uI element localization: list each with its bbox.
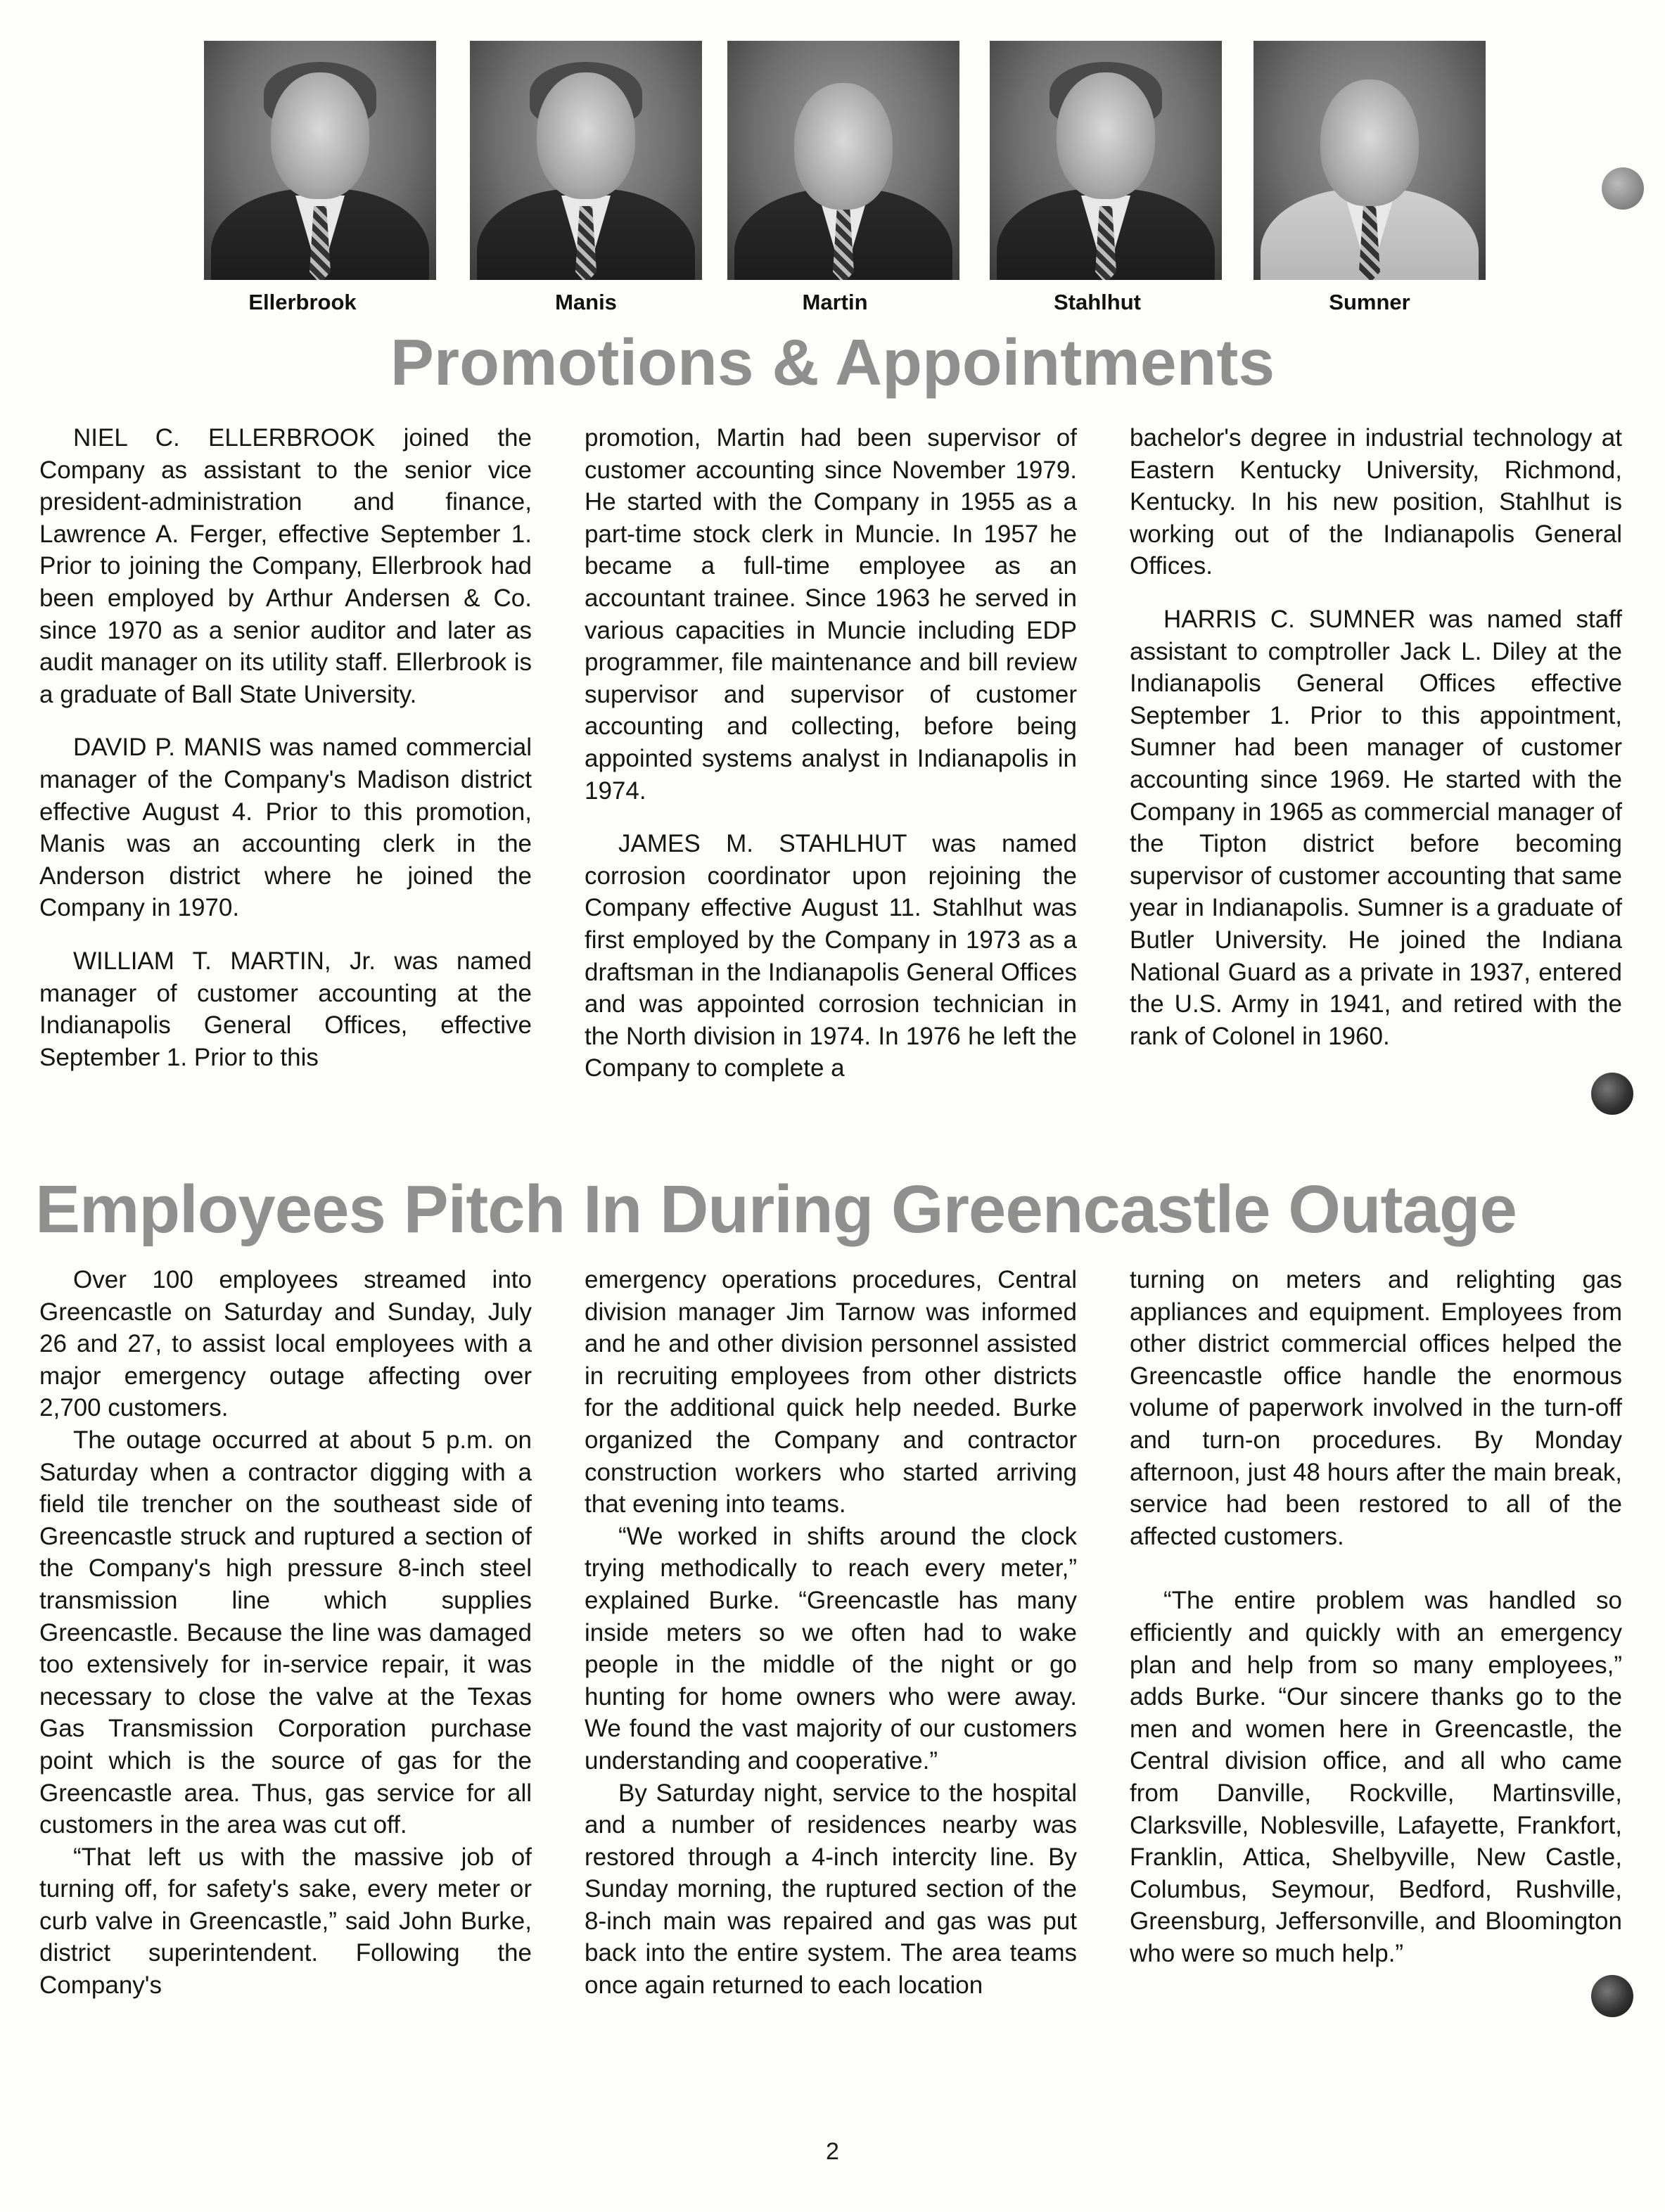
photo-caption: Martin	[802, 290, 868, 314]
paragraph: NIEL C. ELLERBROOK joined the Company as assistant to the senior vice president-administration and finance, Lawrence A. Ferger, effective September 1. Prior to joining the Company, Ellerbrook had been employed by Arthur Andersen & Co. since 1970 as a senior auditor and later as audit manager on its utility staff. Ellerbrook is a graduate of Ball State University.	[39, 424, 532, 708]
paragraph: bachelor's degree in industrial technology at Eastern Kentucky University, Richmond, Kentucky. In his new position, Stahlhut is working out of the Indianapolis General Offices.	[1130, 424, 1622, 580]
page-number: 2	[826, 2138, 839, 2165]
photo-caption: Sumner	[1329, 290, 1410, 314]
punch-hole	[1591, 1975, 1633, 2017]
photo-caption: Manis	[555, 290, 617, 314]
article-title-greencastle: Employees Pitch In During Greencastle Outage	[35, 1172, 1517, 1247]
article1-column-2	[585, 422, 1077, 1085]
article2-column-1	[39, 1264, 532, 2002]
article-title-promotions: Promotions & Appointments	[390, 326, 1275, 399]
article2-column-2	[585, 1264, 1077, 2002]
paragraph: Over 100 employees streamed into Greencastle on Saturday and Sunday, July 26 and 27, to assist local employees with a major emergency outage affecting over 2,700 customers.	[39, 1266, 532, 1422]
punch-hole	[1591, 1073, 1633, 1115]
paragraph: WILLIAM T. MARTIN, Jr. was named manager of customer accounting at the Indianapolis General Offices, effective September 1. Prior to this	[39, 947, 532, 1071]
portrait-sumner	[1253, 41, 1486, 280]
portrait-martin	[727, 41, 959, 280]
paragraph: “We worked in shifts around the clock trying methodically to reach every meter,” explained Burke. “Greencastle has many inside meters so we often had to wake people in the middle of the night or go hunting for home owners who were away. We found the vast majority of our customers understanding and cooperative.”	[585, 1522, 1077, 1775]
article1-column-3	[1130, 422, 1622, 1052]
paragraph: JAMES M. STAHLHUT was named corrosion coordinator upon rejoining the Company effective August 11. Stahlhut was first employed by the Company in 1973 as a draftsman in the Indianapolis General Offices and was appointed corrosion technician in the North division in 1974. In 1976 he left the Company to complete a	[585, 830, 1077, 1082]
portrait-ellerbrook	[204, 41, 436, 280]
photo-caption: Ellerbrook	[248, 290, 357, 314]
portrait-stahlhut	[990, 41, 1222, 280]
portrait-manis	[470, 41, 702, 280]
punch-hole	[1602, 167, 1644, 210]
paragraph: HARRIS C. SUMNER was named staff assistant to comptroller Jack L. Diley at the Indianapolis General Offices effective September 1. Prior to this appointment, Sumner had been manager of customer accounting since 1969. He started with the Company in 1965 as commercial manager of the Tipton district before becoming supervisor of customer accounting that same year in Indianapolis. Sumner is a graduate of Butler University. He joined the Indiana National Guard as a private in 1937, entered the U.S. Army in 1941, and retired with the rank of Colonel in 1960.	[1130, 605, 1622, 1050]
article2-column-3	[1130, 1264, 1622, 1969]
paragraph: promotion, Martin had been supervisor of customer accounting since November 1979. He started with the Company in 1955 as a part-time stock clerk in Muncie. In 1957 he became a full-time employee as an accountant trainee. Since 1963 he served in various capacities in Muncie including EDP programmer, file maintenance and bill review supervisor and supervisor of customer accounting and collecting, before being appointed systems analyst in Indianapolis in 1974.	[585, 424, 1077, 805]
paragraph: “The entire problem was handled so efficiently and quickly with an emergency plan and help from so many employees,” adds Burke. “Our sincere thanks go to the men and women here in Greencastle, the Central division office, and all who came from Danville, Rockville, Martinsville, Clarksville, Noblesville, Lafayette, Frankfort, Franklin, Attica, Shelbyville, New Castle, Columbus, Seymour, Bedford, Rushville, Greensburg, Jeffersonville, and Bloomington who were so much help.”	[1130, 1587, 1622, 1967]
paragraph: The outage occurred at about 5 p.m. on Saturday when a contractor digging with a field tile trencher on the southeast side of Greencastle struck and ruptured a section of the Company's high pressure 8-inch steel transmission line which supplies Greencastle. Because the line was damaged too extensively for in-service repair, it was necessary to close the valve at the Texas Gas Transmission Corporation purchase point which is the source of gas for the Greencastle area. Thus, gas service for all customers in the area was cut off.	[39, 1426, 532, 1839]
paragraph: “That left us with the massive job of turning off, for safety's sake, every meter or curb valve in Greencastle,” said John Burke, district superintendent. Following the Company's	[39, 1843, 532, 2000]
article1-column-1	[39, 422, 532, 1073]
paragraph: emergency operations procedures, Central division manager Jim Tarnow was informed and he and other division personnel assisted in recruiting employees from other districts for the additional quick help needed. Burke organized the Company and contractor construction workers who started arriving that evening into teams.	[585, 1266, 1077, 1519]
paragraph: DAVID P. MANIS was named commercial manager of the Company's Madison district effective August 4. Prior to this promotion, Manis was an accounting clerk in the Anderson district where he joined the Company in 1970.	[39, 734, 532, 922]
paragraph: turning on meters and relighting gas appliances and equipment. Employees from other district commercial offices helped the Greencastle office handle the enormous volume of paperwork involved in the turn-off and turn-on procedures. By Monday afternoon, just 48 hours after the main break, service had been restored to all of the affected customers.	[1130, 1266, 1622, 1550]
photo-caption: Stahlhut	[1054, 290, 1141, 314]
paragraph: By Saturday night, service to the hospital and a number of residences nearby was restored through a 4-inch intercity line. By Sunday morning, the ruptured section of the 8-inch main was repaired and gas was put back into the entire system. The area teams once again returned to each location	[585, 1779, 1077, 2000]
